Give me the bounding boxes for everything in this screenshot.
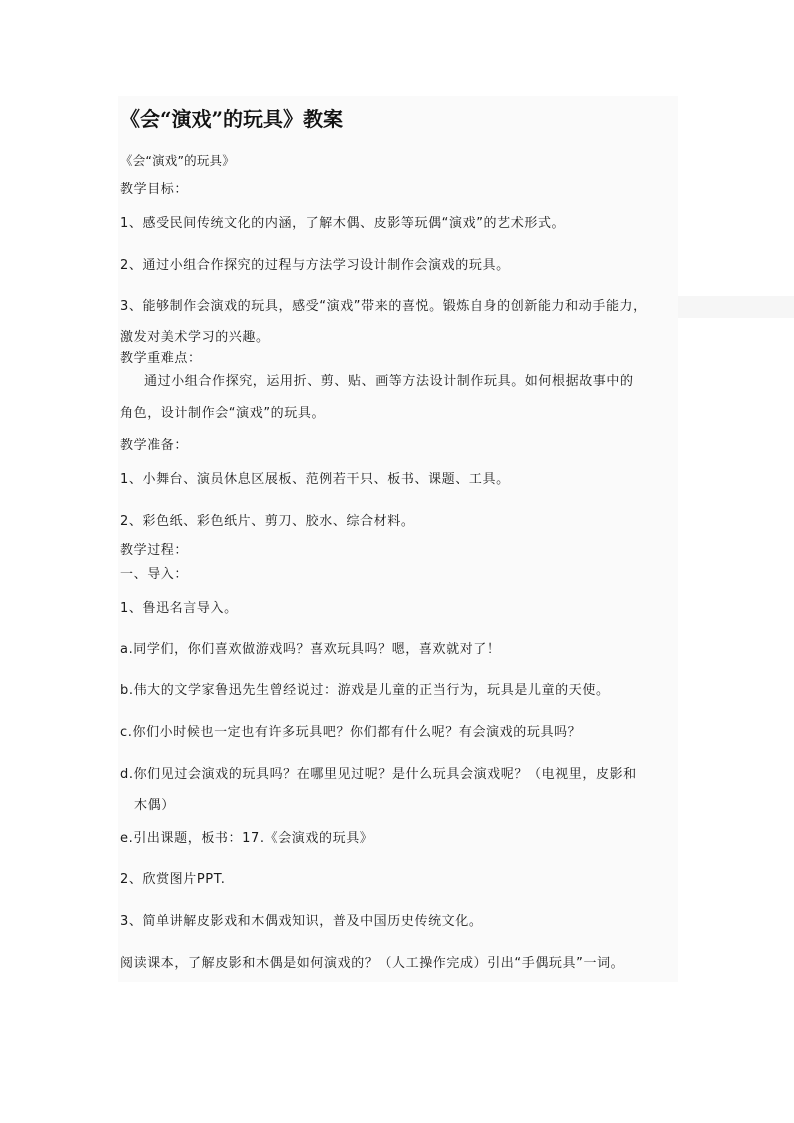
section-heading-intro: 一、导入：	[120, 567, 189, 582]
process-step-3: 3、简单讲解皮影戏和木偶戏知识，普及中国历史传统文化。	[120, 914, 483, 929]
objective-item-3-continued: 激发对美术学习的兴趣。	[120, 330, 270, 345]
objective-item-3: 3、能够制作会演戏的玩具，感受“演戏”带来的喜悦。锻炼自身的创新能力和动手能力，	[120, 299, 647, 314]
key-points-paragraph: 通过小组合作探究，运用折、剪、贴、画等方法设计制作玩具。如何根据故事中的	[144, 374, 634, 389]
process-step-2: 2、欣赏图片PPT.	[120, 872, 226, 887]
process-step-a: a.同学们，你们喜欢做游戏吗？喜欢玩具吗？嗯，喜欢就对了！	[120, 642, 501, 657]
text-overflow-strip	[678, 296, 794, 318]
process-step-c: c.你们小时候也一定也有许多玩具吧？你们都有什么呢？有会演戏的玩具吗？	[120, 725, 582, 740]
objective-item-2: 2、通过小组合作探究的过程与方法学习设计制作会演戏的玩具。	[120, 258, 510, 273]
document-subtitle: 《会“演戏”的玩具》	[120, 153, 235, 168]
document-title: 《会“演戏”的玩具》教案	[120, 107, 344, 131]
key-points-paragraph-continued: 角色，设计制作会“演戏”的玩具。	[120, 406, 326, 421]
key-points-heading: 教学重难点：	[120, 351, 202, 366]
objectives-heading: 教学目标：	[120, 182, 189, 197]
process-reading-note: 阅读课本，了解皮影和木偶是如何演戏的？（人工操作完成）引出“手偶玩具”一词。	[120, 956, 625, 971]
objective-item-1: 1、感受民间传统文化的内涵，了解木偶、皮影等玩偶“演戏”的艺术形式。	[120, 216, 566, 231]
process-step-d-continued: 木偶）	[134, 798, 175, 813]
process-step-1: 1、鲁迅名言导入。	[120, 601, 238, 616]
process-step-d: d.你们见过会演戏的玩具吗？在哪里见过呢？是什么玩具会演戏呢？（电视里，皮影和	[120, 767, 637, 782]
preparation-heading: 教学准备：	[120, 438, 189, 453]
preparation-item-2: 2、彩色纸、彩色纸片、剪刀、胶水、综合材料。	[120, 514, 415, 529]
process-step-b: b.伟大的文学家鲁迅先生曾经说过：游戏是儿童的正当行为，玩具是儿童的天使。	[120, 683, 610, 698]
process-heading: 教学过程：	[120, 543, 189, 558]
preparation-item-1: 1、小舞台、演员休息区展板、范例若干只、板书、课题、工具。	[120, 472, 510, 487]
process-step-e: e.引出课题，板书：17.《会演戏的玩具》	[120, 831, 374, 846]
